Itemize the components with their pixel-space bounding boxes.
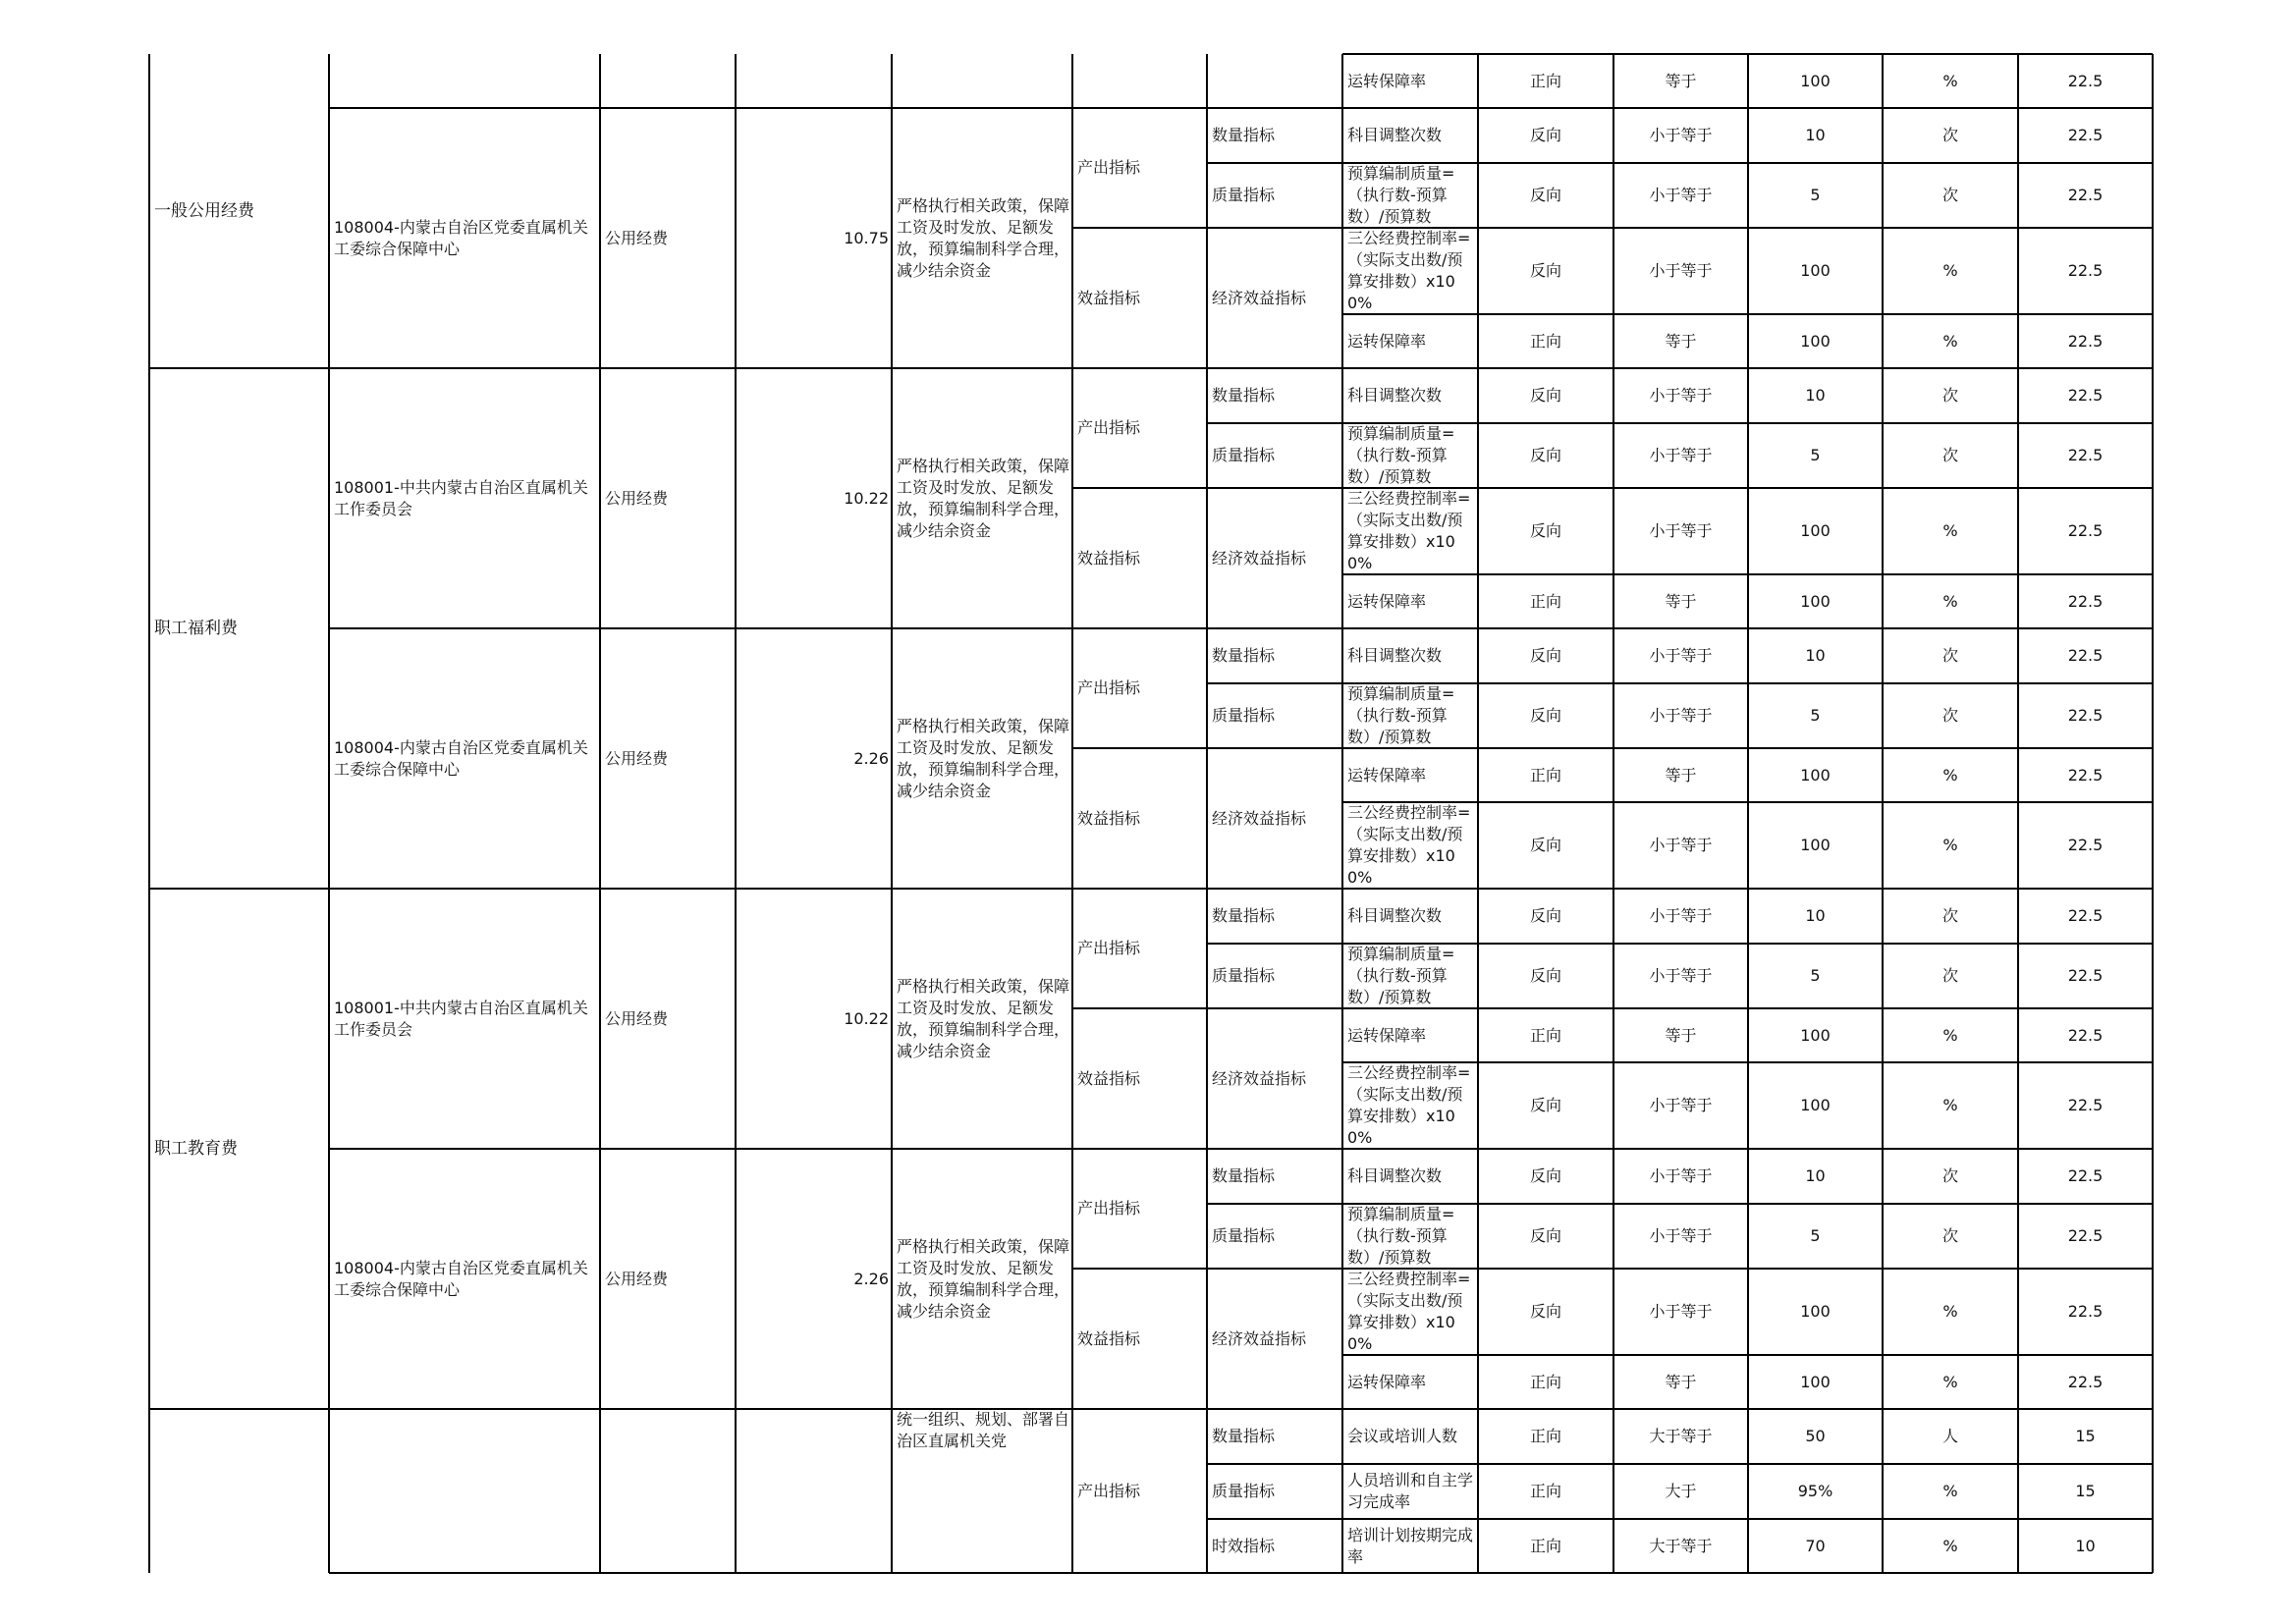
direction-cell: 正向 [1529,71,1561,90]
operator-cell: 等于 [1665,71,1697,90]
direction-cell: 反向 [1529,646,1561,665]
indicator-name-cell: 人员培训和自主学习完成率 [1347,1471,1474,1511]
direction-cell: 反向 [1529,261,1561,280]
unit-cell: 次 [1941,386,1958,405]
indicator-name-cell: 科目调整次数 [1347,126,1443,144]
weight-cell: 22.5 [2067,966,2104,985]
unit-cell: % [1942,836,1958,854]
weight-cell: 10 [2075,1536,2096,1555]
level2-indicator-cell: 质量指标 [1212,966,1276,985]
indicator-name-cell: 运转保障率 [1347,331,1427,351]
operator-cell: 小于等于 [1649,186,1713,204]
unit-cell: 次 [1941,186,1958,204]
operator-cell: 大于 [1665,1482,1697,1500]
weight-cell: 22.5 [2067,1096,2104,1114]
target-value-cell: 100 [1800,836,1831,854]
amount-cell: 10.22 [844,1008,889,1028]
budget-unit-cell: 108001-中共内蒙古自治区直属机关工作委员会 [334,998,588,1039]
fund-type-cell: 公用经费 [605,228,669,247]
weight-cell: 22.5 [2067,836,2104,854]
budget-unit-cell: 108001-中共内蒙古自治区直属机关工作委员会 [334,477,588,518]
direction-cell: 反向 [1529,521,1561,540]
unit-cell: 次 [1941,906,1958,925]
direction-cell: 正向 [1529,1025,1561,1045]
goal-cell [892,54,1072,108]
direction-cell: 反向 [1529,126,1561,144]
direction-cell: 正向 [1529,1372,1561,1391]
unit-cell: 次 [1941,446,1958,464]
weight-cell: 22.5 [2067,1025,2104,1045]
weight-cell: 22.5 [2067,521,2104,540]
unit-cell: 次 [1941,1166,1958,1185]
operator-cell: 小于等于 [1649,446,1713,464]
unit-cell: 人 [1941,1427,1958,1445]
target-value-cell: 10 [1805,906,1826,925]
operator-cell: 小于等于 [1649,261,1713,280]
unit-cell: % [1942,1302,1958,1321]
unit-cell: 次 [1941,646,1958,665]
weight-cell: 22.5 [2067,386,2104,405]
goal-cell: 统一组织、规划、部署自治区直属机关党 [897,1410,1070,1450]
target-value-cell: 100 [1800,1025,1831,1045]
indicator-name-cell: 预算编制质量=（执行数-预算数）/预算数 [1347,945,1455,1006]
indicator-name-cell: 运转保障率 [1347,1025,1427,1045]
target-value-cell: 10 [1805,646,1826,665]
indicator-name-cell: 科目调整次数 [1347,906,1443,925]
indicator-name-cell: 运转保障率 [1347,765,1427,785]
direction-cell: 正向 [1529,1482,1561,1500]
unit-cell: % [1942,521,1958,540]
weight-cell: 22.5 [2067,1302,2104,1321]
level2-indicator-cell: 质量指标 [1212,446,1276,464]
target-value-cell: 100 [1800,521,1831,540]
amount-cell [736,1409,892,1573]
weight-cell: 22.5 [2067,1372,2104,1391]
indicator-name-cell: 会议或培训人数 [1347,1427,1458,1445]
level2-indicator-cell: 经济效益指标 [1212,288,1307,307]
indicator-name-cell: 三公经费控制率=（实际支出数/预算安排数）x100% [1347,489,1471,572]
level2-indicator-cell [1207,54,1342,108]
indicator-name-cell: 预算编制质量=（执行数-预算数）/预算数 [1347,164,1455,226]
level2-indicator-cell: 数量指标 [1212,386,1276,405]
unit-cell: % [1942,331,1958,351]
operator-cell: 小于等于 [1649,906,1713,925]
goal-cell: 严格执行相关政策，保障工资及时发放、足额发放，预算编制科学合理，减少结余资金 [897,1236,1070,1321]
level1-indicator-cell: 产出指标 [1077,939,1141,957]
operator-cell: 等于 [1665,591,1697,611]
fund-type-cell: 公用经费 [605,1008,669,1028]
unit-cell: % [1942,71,1958,90]
weight-cell: 15 [2075,1427,2096,1445]
target-value-cell: 5 [1810,706,1821,725]
expense-category-cell: 职工教育费 [154,1139,238,1159]
expense-category-cell: 职工福利费 [154,619,238,638]
unit-cell: % [1942,1372,1958,1391]
weight-cell: 22.5 [2067,331,2104,351]
level1-indicator-cell [1072,54,1207,108]
weight-cell: 22.5 [2067,646,2104,665]
unit-cell: 次 [1941,706,1958,725]
indicator-name-cell: 预算编制质量=（执行数-预算数）/预算数 [1347,684,1455,746]
fund-type-cell [600,54,736,108]
operator-cell: 等于 [1665,331,1697,351]
level2-indicator-cell: 数量指标 [1212,906,1276,925]
direction-cell: 反向 [1529,1096,1561,1114]
target-value-cell: 5 [1810,446,1821,464]
target-value-cell: 100 [1800,1096,1831,1114]
indicator-name-cell: 运转保障率 [1347,591,1427,611]
level2-indicator-cell: 数量指标 [1212,126,1276,144]
indicator-name-cell: 预算编制质量=（执行数-预算数）/预算数 [1347,1205,1455,1267]
weight-cell: 22.5 [2067,71,2104,90]
operator-cell: 小于等于 [1649,966,1713,985]
level1-indicator-cell: 产出指标 [1077,1199,1141,1218]
operator-cell: 大于等于 [1649,1536,1713,1555]
operator-cell: 等于 [1665,1025,1697,1045]
level1-indicator-cell: 效益指标 [1077,808,1141,828]
operator-cell: 等于 [1665,1372,1697,1391]
unit-cell: 次 [1941,1226,1958,1245]
target-value-cell: 10 [1805,1166,1826,1185]
fund-type-cell: 公用经费 [605,488,669,508]
goal-cell: 严格执行相关政策，保障工资及时发放、足额发放，预算编制科学合理，减少结余资金 [897,195,1070,280]
direction-cell: 正向 [1529,331,1561,351]
fund-type-cell: 公用经费 [605,1269,669,1288]
level2-indicator-cell: 数量指标 [1212,1166,1276,1185]
goal-cell: 严格执行相关政策，保障工资及时发放、足额发放，预算编制科学合理，减少结余资金 [897,456,1070,540]
level1-indicator-cell: 效益指标 [1077,548,1141,568]
operator-cell: 小于等于 [1649,1226,1713,1245]
target-value-cell: 100 [1800,261,1831,280]
level2-indicator-cell: 数量指标 [1212,646,1276,665]
level1-indicator-cell: 产出指标 [1077,1481,1141,1500]
expense-category-cell [149,1409,329,1573]
budget-unit-cell [329,1409,600,1573]
weight-cell: 22.5 [2067,186,2104,204]
direction-cell: 反向 [1529,386,1561,405]
target-value-cell: 100 [1800,591,1831,611]
indicator-name-cell: 预算编制质量=（执行数-预算数）/预算数 [1347,424,1455,486]
target-value-cell: 100 [1800,71,1831,90]
amount-cell: 2.26 [853,1269,889,1288]
direction-cell: 反向 [1529,906,1561,925]
indicator-name-cell: 三公经费控制率=（实际支出数/预算安排数）x100% [1347,1270,1471,1353]
weight-cell: 22.5 [2067,765,2104,785]
direction-cell: 反向 [1529,1226,1561,1245]
level1-indicator-cell: 产出指标 [1077,158,1141,177]
target-value-cell: 100 [1800,1302,1831,1321]
unit-cell: 次 [1941,966,1958,985]
target-value-cell: 70 [1805,1536,1826,1555]
direction-cell: 反向 [1529,836,1561,854]
indicator-name-cell: 三公经费控制率=（实际支出数/预算安排数）x100% [1347,229,1471,312]
level2-indicator-cell: 质量指标 [1212,706,1276,725]
level1-indicator-cell: 产出指标 [1077,418,1141,437]
operator-cell: 小于等于 [1649,126,1713,144]
budget-unit-cell [329,54,600,108]
indicator-name-cell: 科目调整次数 [1347,386,1443,405]
direction-cell: 反向 [1529,1166,1561,1185]
unit-cell: % [1942,591,1958,611]
level1-indicator-cell: 产出指标 [1077,678,1141,697]
indicator-name-cell: 三公经费控制率=（实际支出数/预算安排数）x100% [1347,1063,1471,1147]
operator-cell: 小于等于 [1649,646,1713,665]
level2-indicator-cell: 经济效益指标 [1212,808,1307,828]
indicator-name-cell: 培训计划按期完成率 [1347,1525,1474,1566]
level1-indicator-cell: 效益指标 [1077,288,1141,307]
operator-cell: 小于等于 [1649,1166,1713,1185]
weight-cell: 22.5 [2067,906,2104,925]
level2-indicator-cell: 质量指标 [1212,1482,1276,1500]
operator-cell: 小于等于 [1649,836,1713,854]
weight-cell: 22.5 [2067,261,2104,280]
operator-cell: 小于等于 [1649,706,1713,725]
level2-indicator-cell: 经济效益指标 [1212,548,1307,568]
budget-unit-cell: 108004-内蒙古自治区党委直属机关工委综合保障中心 [334,217,588,258]
operator-cell: 小于等于 [1649,386,1713,405]
unit-cell: % [1942,1025,1958,1045]
unit-cell: % [1942,1482,1958,1500]
target-value-cell: 10 [1805,126,1826,144]
level1-indicator-cell: 效益指标 [1077,1068,1141,1088]
target-value-cell: 100 [1800,331,1831,351]
weight-cell: 22.5 [2067,126,2104,144]
indicator-name-cell: 三公经费控制率=（实际支出数/预算安排数）x100% [1347,803,1471,887]
level2-indicator-cell: 质量指标 [1212,1226,1276,1245]
direction-cell: 正向 [1529,1427,1561,1445]
target-value-cell: 95% [1797,1482,1833,1500]
level2-indicator-cell: 质量指标 [1212,186,1276,204]
budget-unit-cell: 108004-内蒙古自治区党委直属机关工委综合保障中心 [334,737,588,779]
target-value-cell: 50 [1805,1427,1826,1445]
fund-type-cell: 公用经费 [605,748,669,768]
indicator-name-cell: 科目调整次数 [1347,1166,1443,1185]
unit-cell: % [1942,1096,1958,1114]
target-value-cell: 5 [1810,1226,1821,1245]
level1-indicator-cell: 效益指标 [1077,1328,1141,1348]
target-value-cell: 100 [1800,1372,1831,1391]
target-value-cell: 5 [1810,966,1821,985]
weight-cell: 22.5 [2067,1166,2104,1185]
level2-indicator-cell: 经济效益指标 [1212,1328,1307,1348]
goal-cell: 严格执行相关政策，保障工资及时发放、足额发放，预算编制科学合理，减少结余资金 [897,976,1070,1060]
weight-cell: 22.5 [2067,706,2104,725]
weight-cell: 22.5 [2067,1226,2104,1245]
weight-cell: 15 [2075,1482,2096,1500]
indicator-name-cell: 科目调整次数 [1347,646,1443,665]
direction-cell: 反向 [1529,966,1561,985]
operator-cell: 等于 [1665,765,1697,785]
weight-cell: 22.5 [2067,446,2104,464]
indicator-name-cell: 运转保障率 [1347,71,1427,90]
direction-cell: 正向 [1529,765,1561,785]
operator-cell: 小于等于 [1649,1302,1713,1321]
direction-cell: 反向 [1529,186,1561,204]
amount-cell: 10.75 [844,228,889,247]
level2-indicator-cell: 数量指标 [1212,1427,1276,1445]
level2-indicator-cell: 经济效益指标 [1212,1068,1307,1088]
direction-cell: 正向 [1529,591,1561,611]
direction-cell: 反向 [1529,706,1561,725]
amount-cell: 10.22 [844,488,889,508]
target-value-cell: 100 [1800,765,1831,785]
level2-indicator-cell: 时效指标 [1212,1536,1276,1555]
amount-cell [736,54,892,108]
fund-type-cell [600,1409,736,1573]
operator-cell: 大于等于 [1649,1427,1713,1445]
budget-unit-cell: 108004-内蒙古自治区党委直属机关工委综合保障中心 [334,1258,588,1299]
unit-cell: 次 [1941,126,1958,144]
unit-cell: % [1942,1536,1958,1555]
amount-cell: 2.26 [853,748,889,768]
unit-cell: % [1942,261,1958,280]
target-value-cell: 10 [1805,386,1826,405]
goal-cell: 严格执行相关政策，保障工资及时发放、足额发放，预算编制科学合理，减少结余资金 [897,716,1070,800]
expense-category-cell: 一般公用经费 [154,201,254,221]
operator-cell: 小于等于 [1649,521,1713,540]
direction-cell: 反向 [1529,1302,1561,1321]
indicator-name-cell: 运转保障率 [1347,1372,1427,1391]
unit-cell: % [1942,765,1958,785]
operator-cell: 小于等于 [1649,1096,1713,1114]
direction-cell: 反向 [1529,446,1561,464]
weight-cell: 22.5 [2067,591,2104,611]
target-value-cell: 5 [1810,186,1821,204]
direction-cell: 正向 [1529,1536,1561,1555]
